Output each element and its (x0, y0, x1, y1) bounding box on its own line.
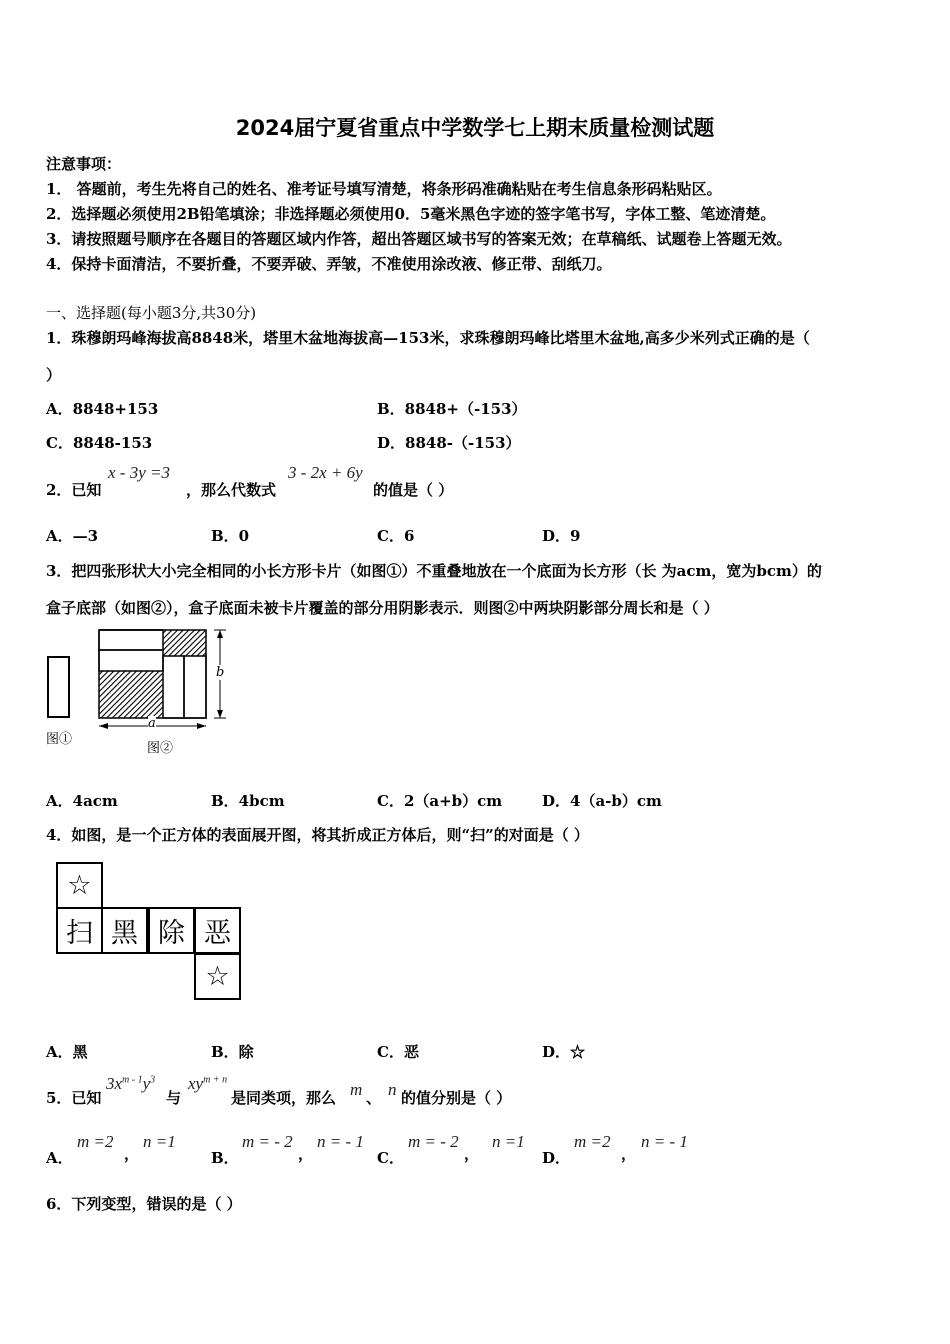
question-2-prefix: 2．已知 (46, 481, 102, 499)
q5-option-b-n: n = - 1 (317, 1132, 364, 1151)
q2-option-d: D．9 (542, 527, 581, 545)
q5-option-b-label: B． (211, 1149, 239, 1167)
q1-option-d: D．8848-（-153） (377, 434, 521, 452)
net-cell-chu: 除 (148, 907, 195, 954)
q1-option-b: B．8848+（-153） (377, 400, 527, 418)
notice-item: 4．保持卡面清洁，不要折叠，不要弄破、弄皱，不准使用涂改液、修正带、刮纸刀。 (46, 255, 612, 273)
q5-separator: 、 (366, 1089, 382, 1107)
question-5-mid: 与 (166, 1089, 182, 1107)
q5-option-d-m: m =2 (574, 1132, 611, 1151)
q5-term-1 (106, 1074, 155, 1094)
q5-term-2-base: xy (188, 1074, 204, 1093)
q5-option-c-comma: ， (464, 1145, 480, 1163)
q1-option-c: C．8848-153 (46, 434, 153, 452)
q5-option-d-comma: ， (621, 1145, 637, 1163)
q5-option-b-m: m = - 2 (242, 1132, 293, 1151)
q5-term-1-exp: m - 1 (122, 1074, 143, 1086)
notice-heading: 注意事项： (46, 155, 122, 173)
figure-1-label: 图① (46, 732, 73, 747)
question-1-text-end: ） (46, 366, 62, 384)
q3-option-c: C．2（a+b）cm (377, 792, 503, 810)
q1-option-a: A．8848+153 (46, 400, 159, 418)
q4-option-c: C．恶 (377, 1043, 419, 1061)
q2-option-b: B．0 (211, 527, 250, 545)
question-1-text: 1．珠穆朗玛峰海拔高8848米，塔里木盆地海拔高—153米，求珠穆朗玛峰比塔里木盆地,高多少米列式正确的是（ (46, 329, 810, 347)
q5-term-2-exp: m + n (203, 1074, 228, 1086)
q5-option-c-label: C． (377, 1149, 404, 1167)
notice-item: 2．选择题必须使用2B铅笔填涂；非选择题必须使用0．5毫米黑色字迹的签字笔书写，字体工整、笔迹清楚。 (46, 205, 776, 223)
figure-2-label: 图② (147, 741, 174, 756)
q5-option-d-label: D． (542, 1149, 571, 1167)
q4-option-a: A．黑 (46, 1043, 88, 1061)
page-title: 2024届宁夏省重点中学数学七上期末质量检测试题 (235, 116, 715, 140)
q2-option-c: C．6 (377, 527, 415, 545)
section-heading: 一、选择题(每小题3分,共30分) (46, 304, 257, 322)
q5-option-a-label: A． (46, 1149, 73, 1167)
figure-2-label-b: b (216, 665, 225, 680)
q3-option-a: A．4acm (46, 792, 118, 810)
q3-option-d: D．4（a-b）cm (542, 792, 662, 810)
q5-option-a-n: n =1 (143, 1132, 176, 1151)
net-cell-e: 恶 (194, 907, 241, 954)
q5-term-1-y: y (142, 1074, 151, 1093)
notice-item: 1． 答题前，考生先将自己的姓名、准考证号填写清楚，将条形码准确粘贴在考生信息条形码粘贴区。 (46, 180, 722, 198)
q5-option-a-comma: ， (124, 1145, 140, 1163)
net-cell-hei: 黑 (101, 907, 148, 954)
q5-option-c-n: n =1 (492, 1132, 525, 1151)
question-2-suffix: 的值是（ ） (373, 481, 454, 499)
q5-option-d-n: n = - 1 (641, 1132, 688, 1151)
q5-var-m: m (350, 1080, 363, 1099)
net-cell-sao: 扫 (56, 907, 103, 954)
q2-expression: 3 - 2x + 6y (288, 463, 363, 482)
net-cell-star-bottom: ☆ (194, 953, 241, 1000)
notice-item: 3．请按照题号顺序在各题目的答题区域内作答，超出答题区域书写的答案无效；在草稿纸、试题卷上答题无效。 (46, 230, 792, 248)
question-4-text: 4．如图，是一个正方体的表面展开图，将其折成正方体后，则“扫”的对面是（ ） (46, 826, 589, 844)
q4-option-b: B．除 (211, 1043, 254, 1061)
figure-1-card (47, 656, 70, 718)
question-3-text-2: 盒子底部（如图②），盒子底面未被卡片覆盖的部分用阴影表示．则图②中两块阴影部分周长和是（ ） (46, 599, 719, 617)
question-5-prefix: 5．已知 (46, 1089, 102, 1107)
q4-option-d: D．☆ (542, 1043, 586, 1061)
q3-option-b: B．4bcm (211, 792, 285, 810)
question-5-suffix: 的值分别是（ ） (401, 1089, 512, 1107)
q5-option-b-comma: ， (298, 1145, 314, 1163)
q5-term-1-yexp: 3 (150, 1074, 156, 1086)
question-3-text: 3．把四张形状大小完全相同的小长方形卡片（如图①）不重叠地放在一个底面为长方形（长 为acm，宽为bcm）的 (46, 562, 822, 580)
q2-option-a: A．—3 (46, 527, 99, 545)
q5-option-c-m: m = - 2 (408, 1132, 459, 1151)
question-5-mid2: 是同类项，那么 (231, 1089, 337, 1107)
question-6-text: 6．下列变型，错误的是（ ） (46, 1195, 242, 1213)
q2-equation: x - 3y =3 (108, 463, 170, 482)
figure-2-label-a: a (148, 716, 156, 731)
q5-option-a-m: m =2 (77, 1132, 114, 1151)
q5-term-2 (188, 1074, 227, 1094)
question-2-mid: ，那么代数式 (186, 481, 277, 499)
net-cell-star-top: ☆ (56, 862, 103, 909)
q5-var-n: n (388, 1080, 397, 1099)
q5-term-1-base: 3x (106, 1074, 123, 1093)
